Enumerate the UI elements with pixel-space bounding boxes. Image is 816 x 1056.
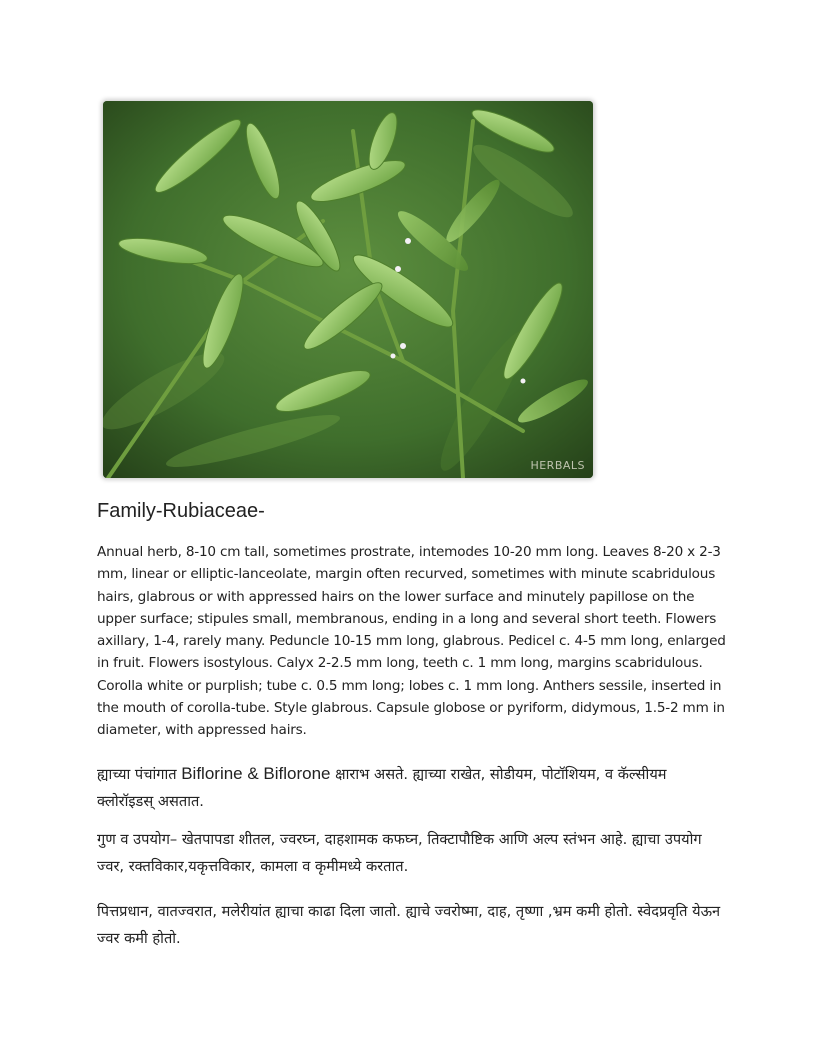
plant-photo — [103, 101, 593, 478]
constituents-intro: ह्याच्या पंचांगात — [97, 766, 182, 783]
compound-names: Biflorine & Biflorone — [181, 764, 331, 783]
marathi-paragraph-usage: पित्तप्रधान, वातज्वरात, मलेरीयांत ह्याचा काढा दिला जातो. ह्याचे ज्वरोष्मा, दाह, तृष्णा ,भ्रम कमी होतो. स्वेदप्रवृति येऊन ज्वर कमी होतो. — [97, 903, 721, 947]
botanical-description: Annual herb, 8-10 cm tall, sometimes prostrate, intemodes 10-20 mm long. Leaves 8-20 x 2-3 mm, linear or elliptic-lanceolate, margin often recurved, sometimes with minute scabridulous hairs, glabrous or with appressed hairs on the lower surface and minutely papillose on the upper surface; stipules small, membranous, ending in a long and several short teeth. Flowers axillary, 1-4, rarely many. Peduncle 10-15 mm long, glabrous. Pedicel c. 4-5 mm long, enlarged in fruit. Flowers isostylous. Calyx 2-2.5 mm long, teeth c. 1 mm long, margins scabridulous. Corolla white or purplish; tube c. 0.5 mm long; lobes c. 1 mm long. Anthers sessile, inserted in the mouth of corolla-tube. Style glabrous. Capsule globose or pyriform, didymous, 1.5-2 mm in diameter, with appressed hairs. — [97, 544, 726, 739]
plant-illustration — [103, 101, 593, 478]
family-heading: Family-Rubiaceae- — [97, 500, 265, 522]
constituents-rest: क्षाराभ असते. ह्याच्या राखेत, सोडीयम, पोटॉशियम, व कॅल्सीयम क्लोरॉइडस् असतात. — [97, 766, 667, 810]
marathi-paragraph-constituents — [97, 760, 727, 815]
marathi-paragraph-properties: गुण व उपयोग– खेतपापडा शीतल, ज्वरघ्न, दाहशामक कफघ्न, तिक्टापौष्टिक आणि अल्प स्तंभन आहे. ह्याचा उपयोग ज्वर, रक्तविकार,यकृत्तविकार, कामला व कृमीमध्ये करतात. — [97, 831, 702, 875]
image-watermark: HERBALS — [530, 459, 585, 472]
